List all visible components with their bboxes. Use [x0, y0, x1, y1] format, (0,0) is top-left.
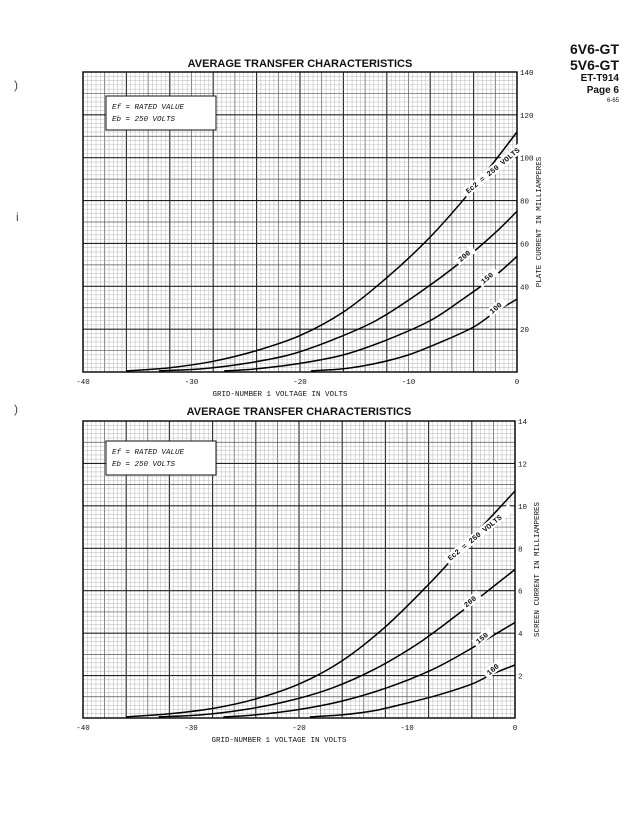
y-tick-label: 80	[520, 198, 530, 207]
legend-line: Eb = 250 VOLTS	[112, 116, 176, 124]
legend-line: Ef = RATED VALUE	[112, 449, 185, 457]
series-label-text: 100	[488, 301, 505, 317]
y-tick-label: 6	[518, 588, 523, 597]
series-label-text: Ec2 = 250 VOLTS	[465, 147, 523, 197]
chart-2	[76, 406, 542, 745]
y-tick-label: 60	[520, 241, 530, 250]
y-tick-label: 14	[518, 419, 528, 427]
margin-mark-top: )	[14, 78, 18, 92]
x-tick-label: -30	[184, 379, 199, 387]
series-label-text: 100	[485, 663, 502, 678]
series-label-text: Ec2 = 250 VOLTS	[447, 514, 505, 564]
page-number: Page 6	[586, 85, 619, 96]
chart-title: AVERAGE TRANSFER CHARACTERISTICS	[186, 406, 412, 418]
y-axis-label: SCREEN CURRENT IN MILLIAMPERES	[534, 501, 542, 638]
y-tick-label: 100	[520, 155, 534, 164]
series-label-text: 200	[457, 249, 473, 265]
x-tick-label: -10	[401, 379, 416, 387]
legend-line: Ef = RATED VALUE	[112, 104, 185, 112]
y-axis-label: PLATE CURRENT IN MILLIAMPERES	[536, 156, 544, 288]
margin-mark-middle: i	[16, 210, 19, 224]
x-tick-label: 0	[514, 379, 520, 387]
series-label-text: 150	[475, 631, 491, 647]
x-tick-label: -20	[292, 725, 306, 733]
series-label-text: 200	[463, 595, 479, 611]
chart-title: AVERAGE TRANSFER CHARACTERISTICS	[187, 58, 413, 70]
revision-date: 6-65	[606, 98, 619, 104]
legend-line: Eb = 250 VOLTS	[112, 461, 176, 469]
y-tick-label: 8	[518, 546, 523, 555]
x-axis-label: GRID-NUMBER 1 VOLTAGE IN VOLTS	[212, 391, 348, 399]
y-tick-label: 10	[518, 503, 528, 512]
y-tick-label: 120	[520, 112, 534, 121]
x-tick-label: -20	[293, 379, 307, 387]
tube-type-secondary: 5V6-GT	[569, 57, 619, 73]
document-number: ET-T914	[580, 73, 619, 84]
x-tick-label: -40	[76, 379, 90, 387]
x-tick-label: 0	[512, 725, 518, 733]
y-tick-label: 12	[518, 461, 528, 470]
legend-box	[106, 96, 216, 130]
x-tick-label: -30	[184, 725, 198, 733]
y-tick-label: 4	[518, 631, 523, 640]
x-tick-label: -40	[76, 725, 90, 733]
margin-mark-lower: )	[14, 402, 18, 416]
y-tick-label: 40	[520, 284, 530, 293]
y-tick-label: 20	[520, 327, 530, 336]
legend-box	[106, 441, 216, 475]
y-tick-label: 140	[520, 70, 534, 78]
y-tick-label: 2	[518, 673, 523, 682]
x-axis-label: GRID-NUMBER 1 VOLTAGE IN VOLTS	[211, 737, 347, 745]
x-tick-label: -10	[400, 725, 414, 733]
series-label-text: 150	[480, 271, 496, 287]
tube-type-primary: 6V6-GT	[569, 41, 619, 57]
chart-1	[76, 58, 544, 399]
